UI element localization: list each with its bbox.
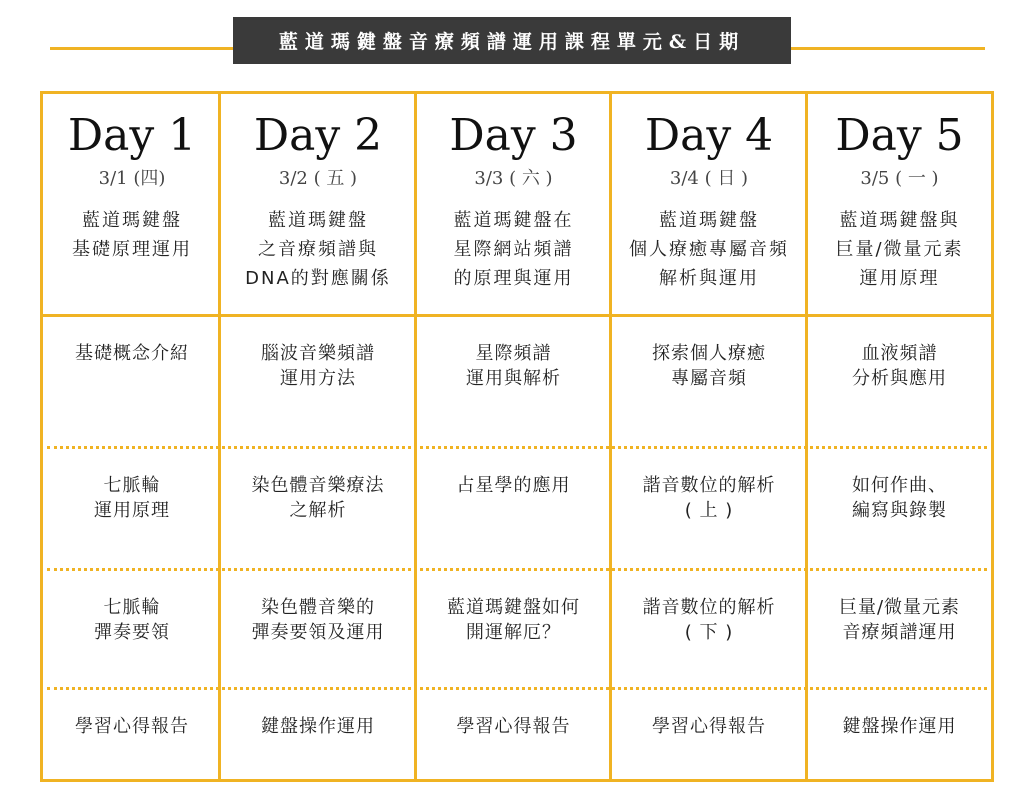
day-date: 3/1 (四) <box>98 168 166 189</box>
day-unit-title: 藍道瑪鍵盤 之音療頻譜與 DNA的對應關係 <box>245 210 391 289</box>
topic-cell: 基礎概念介紹 <box>75 343 189 364</box>
schedule-table <box>40 91 994 782</box>
topic-cell: 探索個人療癒 專屬音頻 <box>652 343 766 389</box>
day-label: Day 2 <box>253 110 383 161</box>
page-title: 藍道瑪鍵盤音療頻譜運用課程單元&日期 <box>233 17 791 64</box>
topic-cell: 七脈輪 運用原理 <box>94 475 170 521</box>
day-header-cell <box>808 94 991 315</box>
day-unit-title: 藍道瑪鍵盤 基礎原理運用 <box>72 210 192 260</box>
topic-cell: 鍵盤操作運用 <box>261 716 375 737</box>
topic-cell: 七脈輪 彈奏要領 <box>94 597 170 643</box>
day-label: Day 4 <box>644 110 774 161</box>
topic-cell: 藍道瑪鍵盤如何 開運解厄？ <box>447 597 580 643</box>
day-header-cell <box>221 94 415 315</box>
topic-cell: 學習心得報告 <box>456 716 571 737</box>
header-rule-left <box>50 47 235 50</box>
topic-cell: 星際頻譜 運用與解析 <box>466 343 561 389</box>
topic-cell: 如何作曲、 編寫與錄製 <box>852 475 947 521</box>
day-date: 3/2 ( 五 ) <box>278 168 358 189</box>
topic-cell: 占星學的應用 <box>456 475 571 496</box>
day-header-cell <box>45 94 219 315</box>
day-date: 3/4 ( 日 ) <box>669 168 749 189</box>
day-unit-title: 藍道瑪鍵盤在 星際網站頻譜 的原理與運用 <box>453 210 574 289</box>
day-label: Day 5 <box>835 110 964 161</box>
topic-cell: 諧音數位的解析 ( 上 ) <box>642 475 776 521</box>
topic-cell: 血液頻譜 分析與應用 <box>852 343 947 389</box>
topic-cell: 學習心得報告 <box>652 716 766 737</box>
topic-cell: 學習心得報告 <box>75 716 189 737</box>
topic-cell: 巨量/微量元素 音療頻譜運用 <box>838 597 961 643</box>
day-date: 3/3 ( 六 ) <box>474 168 553 189</box>
topic-cell: 染色體音樂療法 之解析 <box>251 475 385 521</box>
day-date: 3/5 ( 一 ) <box>860 168 939 189</box>
day-header-cell <box>417 94 610 315</box>
day-label: Day 1 <box>67 110 197 161</box>
header-rule-right <box>790 47 985 50</box>
day-unit-title: 藍道瑪鍵盤 個人療癒專屬音頻 解析與運用 <box>629 210 789 289</box>
day-label: Day 3 <box>449 110 578 161</box>
topic-cell: 腦波音樂頻譜 運用方法 <box>261 343 375 389</box>
topic-cell: 染色體音樂的 彈奏要領及運用 <box>251 597 385 643</box>
day-unit-title: 藍道瑪鍵盤與 巨量/微量元素 運用原理 <box>835 210 964 289</box>
topic-cell: 鍵盤操作運用 <box>842 716 957 737</box>
topic-cell: 諧音數位的解析 ( 下 ) <box>642 597 776 643</box>
day-header-cell <box>612 94 806 315</box>
